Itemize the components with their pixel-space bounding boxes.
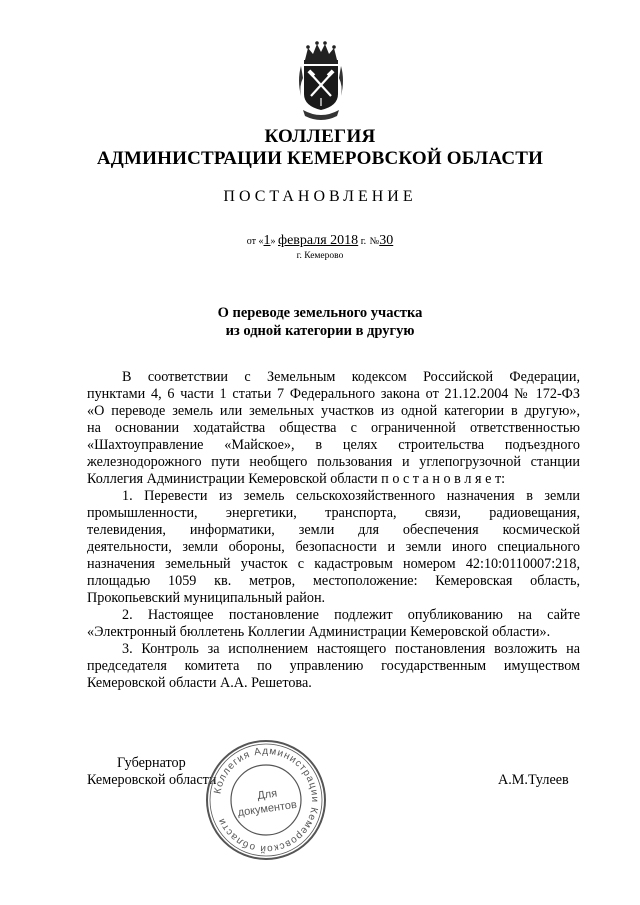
body-line: пунктами 4, 6 части 1 статьи 7 Федерального закона от 21.12.2004 № 172-ФЗ — [87, 386, 580, 402]
document-number: 30 — [379, 233, 394, 248]
body-line: Прокопьевский муниципальный район. — [87, 590, 326, 606]
subject-line: из одной категории в другую — [225, 323, 415, 339]
official-stamp — [204, 738, 328, 862]
signatory-title: Губернатор — [117, 755, 186, 771]
date-month-year: февраля 2018 — [278, 233, 359, 248]
document-type: ПОСТАНОВЛЕНИЕ — [223, 188, 417, 205]
stamp-center-text: документов — [236, 798, 298, 819]
date-number-line — [0, 233, 640, 249]
body-line: 2. Настоящее постановление подлежит опубликованию на сайте — [122, 607, 580, 623]
organization-subtitle: АДМИНИСТРАЦИИ КЕМЕРОВСКОЙ ОБЛАСТИ — [96, 148, 544, 169]
body-line: В соответствии с Земельным кодексом Российской Федерации, — [122, 369, 580, 385]
date-mid: » — [270, 236, 279, 247]
body-line: «Шахтоуправление «Майское», в целях строительства подъездного — [87, 437, 580, 453]
body-line: «О переводе земель или земельных участков из одной категории в другую», — [87, 403, 580, 419]
date-suffix: г. — [358, 236, 367, 247]
body-line: Коллегия Администрации Кемеровской области п о с т а н о в л я е т: — [87, 471, 506, 487]
body-line: 1. Перевести из земель сельскохозяйственного назначения в земли — [122, 488, 580, 504]
signatory-region: Кемеровской области — [87, 772, 217, 788]
body-line: железнодорожного пути необщего пользования и углепогрузочной станции — [87, 454, 580, 470]
body-line: промышленности, энергетики, транспорта, связи, радиовещания, — [87, 505, 580, 521]
body-line: 3. Контроль за исполнением настоящего постановления возложить на — [122, 641, 580, 657]
number-prefix: № — [369, 236, 380, 247]
date-prefix: от « — [246, 236, 264, 247]
document-subject — [0, 304, 640, 340]
body-line: на основании ходатайства общества с ограниченной ответственностью — [87, 420, 580, 436]
body-line: площадью 1059 кв. метров, местоположение: Кемеровская область, — [87, 573, 580, 589]
body-line: назначения земельный участок с кадастровым номером 42:10:0110007:218, — [87, 556, 580, 572]
organization-title: КОЛЛЕГИЯ — [264, 126, 376, 147]
body-line: председателя комитета по управлению государственным имуществом — [87, 658, 580, 674]
subject-line: О переводе земельного участка — [217, 305, 423, 321]
body-line: «Электронный бюллетень Коллегии Администрации Кемеровской области». — [87, 624, 551, 640]
stamp-ring-text: Коллегия Администрации Кемеровской области — [212, 745, 321, 855]
signatory-name: А.М.Тулеев — [498, 772, 569, 788]
body-line: телевидения, информатики, земли для обеспечения космической — [87, 522, 580, 538]
coat-of-arms-emblem — [297, 40, 345, 122]
city: г. Кемерово — [296, 251, 344, 261]
document-body — [87, 369, 580, 692]
body-line: деятельности, земли обороны, безопасности и земли иного специального — [87, 539, 580, 555]
body-line: Кемеровской области А.А. Решетова. — [87, 675, 312, 691]
stamp-center-text: Для — [256, 787, 278, 803]
date-day: 1 — [263, 233, 271, 248]
